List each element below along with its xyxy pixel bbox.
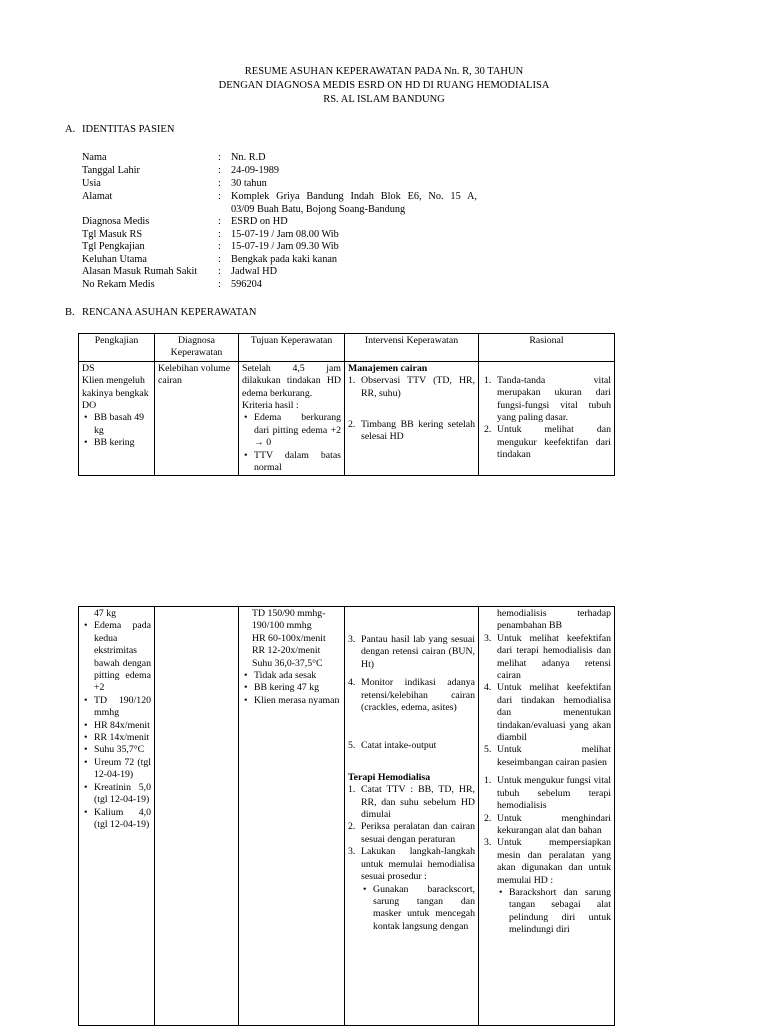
care-plan-table-1: [78, 333, 615, 476]
section-b-title: RENCANA ASUHAN KEPERAWATAN: [82, 307, 257, 318]
list-item: • RR 14x/menit: [94, 732, 151, 744]
cell-diagnosa: [155, 607, 239, 1026]
doc-title-line3: RS. AL ISLAM BANDUNG: [323, 94, 445, 105]
tujuan-line: HR 60-100x/menit: [252, 632, 326, 644]
section-a-title: IDENTITAS PASIEN: [82, 124, 175, 135]
cell-tujuan: [239, 361, 345, 476]
col-header-rasional: Rasional: [479, 334, 615, 362]
cell-pengkajian: [79, 607, 155, 1026]
list-item: 3. Pantau hasil lab yang sesuai dengan retensi cairan (BUN, Ht): [348, 634, 475, 670]
doc-title-line2: DENGAN DIAGNOSA MEDIS ESRD ON HD DI RUANG HEMODIALISA: [218, 80, 550, 91]
cell-intervensi: [345, 607, 479, 1026]
ds-label: DS: [82, 362, 95, 374]
tujuan-line: Suhu 36,0-37,5°C: [252, 657, 323, 669]
rasional-list: [482, 633, 611, 937]
col-header-tujuan: Tujuan Keperawatan: [239, 334, 345, 362]
intervensi-heading: Manajemen cairan: [348, 362, 428, 374]
tujuan-line: RR 12-20x/menit: [252, 645, 321, 657]
list-item: • Tidak ada sesak: [254, 670, 341, 682]
ds-text: Klien mengeluh kakinya bengkak: [82, 375, 149, 399]
list-item: • Kalium 4,0 (tgl 12-04-19): [94, 807, 151, 832]
list-item: 5. Untuk melihat keseimbangan cairan pasien: [484, 744, 611, 768]
cell-pengkajian: [79, 361, 155, 476]
identity-value-cont: 03/09 Buah Batu, Bojong Soang-Bandung: [231, 204, 406, 215]
identity-value: 24-09-1989: [231, 165, 280, 176]
list-item: • Edema pada kedua ekstrimitas bawah dengan pitting edema +2: [94, 620, 151, 694]
identity-value: 15-07-19 / Jam 08.00 Wib: [231, 229, 339, 240]
section-b-marker: B.: [65, 307, 75, 318]
identity-label: Nama: [82, 152, 107, 163]
list-item: • BB kering 47 kg: [254, 682, 341, 694]
care-plan-table-2: [78, 606, 615, 1026]
list-item: • Barackshort dan sarung tangan sebagai alat pelindung diri untuk melindungi diri: [509, 887, 611, 937]
do-list: [82, 412, 151, 449]
identity-colon: :: [218, 279, 221, 290]
list-item: • Gunakan barackscort, sarung tangan dan masker untuk mencegah kontak langsung dengan: [373, 884, 475, 934]
identity-label: No Rekam Medis: [82, 279, 155, 290]
list-item: 1. Observasi TTV (TD, HR, RR, suhu): [348, 375, 475, 399]
kriteria-label: Kriteria hasil :: [242, 400, 299, 412]
list-item: • TD 190/120 mmhg: [94, 695, 151, 720]
list-item: 2. Timbang BB kering setelah selesai HD: [348, 419, 475, 443]
identity-colon: :: [218, 266, 221, 277]
tujuan-list: [242, 670, 341, 707]
identity-label: Tanggal Lahir: [82, 165, 140, 176]
terapi-list: [348, 784, 475, 933]
list-item: • Suhu 35,7°C: [94, 744, 151, 756]
cell-tujuan: [239, 607, 345, 1026]
rasional-list: [482, 363, 611, 462]
identity-label: Tgl Masuk RS: [82, 229, 143, 240]
list-item: 1. Tanda-tanda vital merupakan ukuran dari fungsi-fungsi vital tubuh yang paling dasar.: [484, 374, 611, 424]
identity-colon: :: [218, 165, 221, 176]
list-item: • BB basah 49 kg: [94, 412, 151, 437]
identity-label: Usia: [82, 178, 101, 189]
list-item: 5. Catat intake-output: [348, 740, 437, 752]
terapi-sublist: [361, 884, 475, 934]
cell-rasional: [479, 361, 615, 476]
list-item: • BB kering: [94, 437, 151, 449]
identity-label: Diagnosa Medis: [82, 216, 150, 227]
list-item: 3. Untuk melihat keefektifan dari terapi hemodialisis dan melihat adanya retensi cairan: [484, 632, 611, 682]
intervensi-list: [348, 608, 475, 753]
list-item: 1. Catat TTV : BB, TD, HR, RR, dan suhu sebelum HD dimulai: [348, 784, 475, 821]
identity-colon: :: [218, 178, 221, 189]
kriteria-list: [242, 412, 341, 474]
identity-colon: :: [218, 254, 221, 265]
list-item: • Klien merasa nyaman: [254, 695, 341, 707]
rasional-sublist: [497, 887, 611, 937]
cell-rasional: [479, 607, 615, 1026]
list-item: • Kreatinin 5,0 (tgl 12-04-19): [94, 782, 151, 807]
list-item: 4. Untuk melihat keefektifan dari tindakan hemodialisa dan menentukan tindakan/evaluasi yang akan diambil: [484, 682, 611, 744]
identity-colon: :: [218, 229, 221, 240]
list-item: • Ureum 72 (tgl 12-04-19): [94, 757, 151, 782]
list-item: 1. Untuk mengukur fungsi vital tubuh sebelum terapi hemodialisis: [484, 775, 611, 812]
identity-label: Tgl Pengkajian: [82, 241, 145, 252]
identity-value: 15-07-19 / Jam 09.30 Wib: [231, 241, 339, 252]
identity-value: ESRD on HD: [231, 216, 288, 227]
intervensi-list: [348, 375, 475, 444]
rasional-lead: hemodialisis terhadap penambahan BB: [497, 608, 611, 632]
pengkajian-list: [82, 620, 151, 831]
identity-label: Alasan Masuk Rumah Sakit: [82, 266, 198, 277]
do-label: DO: [82, 400, 97, 412]
identity-colon: :: [218, 152, 221, 163]
identity-label: Alamat: [82, 191, 113, 202]
identity-value: Bengkak pada kaki kanan: [231, 254, 338, 265]
list-item: • Edema berkurang dari pitting edema +2 → 0: [254, 412, 341, 449]
list-item: 3. Untuk mempersiapkan mesin dan peralatan yang akan digunakan dan untuk memulai HD : • Barackshort dan sarung tangan sebagai alat pelindung diri untuk melindungi diri: [497, 837, 611, 936]
doc-title-line1: RESUME ASUHAN KEPERAWATAN PADA Nn. R, 30 TAHUN: [244, 66, 524, 77]
list-item: 2. Untuk menghindari kekurangan alat dan bahan: [484, 812, 611, 836]
list-item: 4. Monitor indikasi adanya retensi/kelebihan cairan (crackles, edema, asites): [348, 677, 475, 714]
identity-value: Jadwal HD: [231, 266, 278, 277]
identity-label: Keluhan Utama: [82, 254, 147, 265]
identity-value: Nn. R.D: [231, 152, 266, 163]
list-item: 3. Lakukan langkah-langkah untuk memulai hemodialisa sesuai prosedur : • Gunakan barackscort, sarung tangan dan masker untuk mencegah kontak langsung dengan: [361, 846, 475, 933]
identity-colon: :: [218, 241, 221, 252]
cell-diagnosa: Kelebihan volume cairan: [155, 361, 239, 476]
list-item: 2. Untuk melihat dan mengukur keefektifan dari tindakan: [484, 424, 611, 461]
identity-value: 596204: [231, 279, 262, 290]
section-a-marker: A.: [65, 124, 76, 135]
list-item: • HR 84x/menit: [94, 720, 151, 732]
tujuan-text: Setelah 4,5 jam dilakukan tindakan HD edema berkurang.: [242, 362, 341, 399]
list-item: 2. Periksa peralatan dan cairan sesuai dengan peraturan: [348, 821, 475, 845]
pengkajian-lead: 47 kg: [94, 608, 117, 619]
cell-intervensi: [345, 361, 479, 476]
col-header-intervensi: Intervensi Keperawatan: [345, 334, 479, 362]
col-header-pengkajian: Pengkajian: [79, 334, 155, 362]
col-header-diagnosa: Diagnosa Keperawatan: [155, 334, 239, 362]
list-item: • TTV dalam batas normal: [254, 450, 341, 475]
identity-colon: :: [218, 191, 221, 202]
identity-colon: :: [218, 216, 221, 227]
identity-value: 30 tahun: [231, 178, 267, 189]
identity-value: Komplek Griya Bandung Indah Blok E6, No. 15 A,: [231, 191, 477, 202]
tujuan-line: TD 150/90 mmhg-190/100 mmhg: [252, 608, 326, 632]
terapi-heading: Terapi Hemodialisa: [348, 771, 431, 783]
